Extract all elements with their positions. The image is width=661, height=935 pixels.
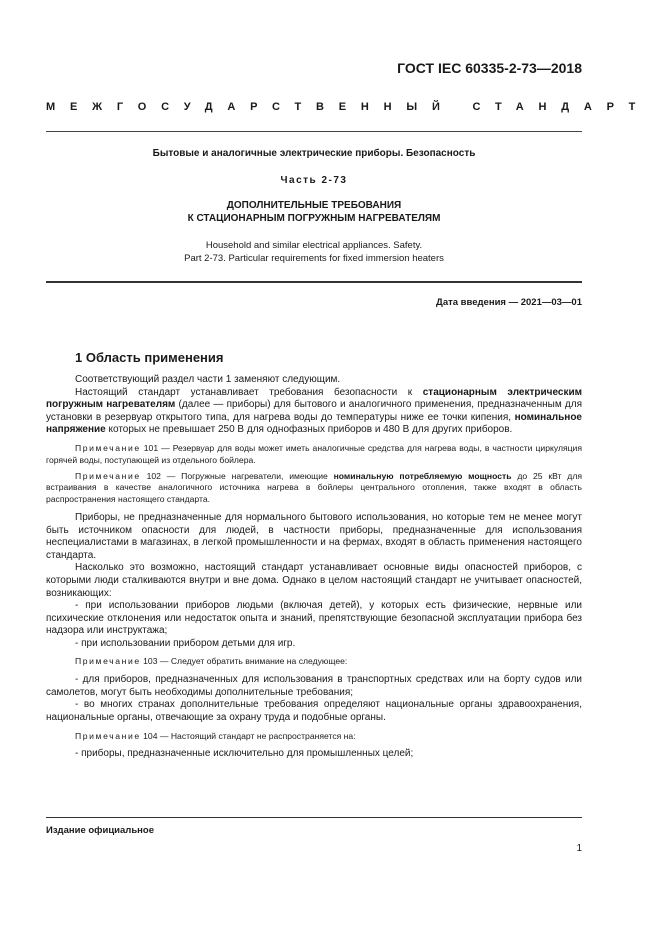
paragraph: Насколько это возможно, настоящий стандарт устанавливает основные виды опасностей приборов, с которыми люди сталкиваются внутри и вне дома. Однако в целом настоящий стандарт не учитывает опасностей, возникающих: (46, 562, 582, 599)
paragraph: Соответствующий раздел части 1 заменяют следующим. (75, 374, 341, 385)
note-text: 101 — Резервуар для воды может иметь аналогичные средства для нагрева воды, в частности циркуляция горячей воды, поступающей из отдельного бойлера. (46, 442, 582, 465)
list-item: - при использовании приборов людьми (включая детей), у которых есть физические, нервные или психические отклонения или недостаток опыта и знаний, препятствующие безопасной эксплуатации прибора без надзора или инструктажа; (46, 600, 582, 637)
document-part: Часть 2-73 (280, 175, 348, 186)
term-bold: стационарным электрическим погружным нагревателям (46, 386, 582, 411)
term-bold: номинальную потребляемую мощность (333, 470, 512, 481)
top-divider (46, 131, 582, 132)
note-text: 103 — Следует обратить внимание на следующее: (140, 656, 348, 667)
note-text: 102 — Погружные нагреватели, имеющие (140, 470, 334, 481)
note-103 (46, 656, 582, 668)
note-label: Примечание (75, 470, 141, 481)
english-title-line-2: Part 2-73. Particular requirements for fixed immersion heaters (184, 253, 444, 264)
note-101 (46, 443, 582, 467)
standard-code: ГОСТ IEC 60335-2-73—2018 (397, 60, 582, 76)
text-run: Настоящий стандарт устанавливает требования безопасности к (75, 386, 423, 398)
english-title (46, 239, 582, 265)
note-label: Примечание (75, 656, 141, 667)
interstate-standard-banner: МЕЖГОСУДАРСТВЕННЫЙ СТАНДАРТ (46, 101, 651, 113)
english-title-line-1: Household and similar electrical appliances. Safety. (205, 240, 423, 251)
text-run: которых не превышает 250 В для однофазных приборов и 480 В для других приборов. (105, 424, 513, 436)
text-run: (далее — приборы) для бытового и аналогичного применения, предназначенным для установки в резервуар открытого типа, для нагрева воды до температуры ниже ее точки кипения, (46, 399, 582, 423)
list-item: - при использовании прибором детьми для игр. (75, 637, 296, 649)
footer-divider (46, 817, 582, 818)
list-item: - во многих странах дополнительные требования определяют национальные органы здравоохранения, национальные органы, отвечающие за охрану труда и подобные органы. (46, 699, 582, 724)
section-heading: 1 Область применения (75, 350, 224, 365)
list-item: - приборы, предназначенные исключительно для промышленных целей; (75, 748, 414, 760)
list-item: - для приборов, предназначенных для использования в транспортных средствах или на борту судов или самолетов, могут быть необходимы дополнительные требования; (46, 674, 582, 698)
introduction-date: Дата введения — 2021—03—01 (436, 297, 582, 308)
paragraph: Приборы, не предназначенные для нормального бытового использования, но которые тем не менее могут быть источником опасности для людей, в частности приборы, предназначенные для использования неспециалистами в магазинах, в легкой промышленности и на фермах, входят в область применения настоящего стандарта. (46, 511, 582, 561)
term-bold: номинальное напряжение (46, 411, 582, 436)
page-number: 1 (576, 843, 582, 854)
title-line-1: ДОПОЛНИТЕЛЬНЫЕ ТРЕБОВАНИЯ (226, 200, 402, 211)
title-line-2: К СТАЦИОНАРНЫМ ПОГРУЖНЫМ НАГРЕВАТЕЛЯМ (187, 213, 441, 224)
paragraph-scope (46, 387, 582, 437)
document-subject: Бытовые и аналогичные электрические приборы. Безопасность (152, 148, 476, 159)
section-body (46, 374, 582, 761)
note-label: Примечание (75, 730, 141, 741)
edition-label: Издание официальное (46, 825, 154, 836)
note-102 (46, 471, 582, 506)
note-104 (46, 731, 582, 743)
note-text: 104 — Настоящий стандарт не распространяется на: (140, 730, 356, 741)
note-text: до 25 кВт для встраивания в качестве аналогичного источника нагрева в бойлеры центрального отопления, также входят в область распространения настоящего стандарта. (46, 470, 582, 505)
document-title (46, 199, 582, 225)
note-label: Примечание (75, 442, 141, 453)
title-divider (46, 281, 582, 283)
